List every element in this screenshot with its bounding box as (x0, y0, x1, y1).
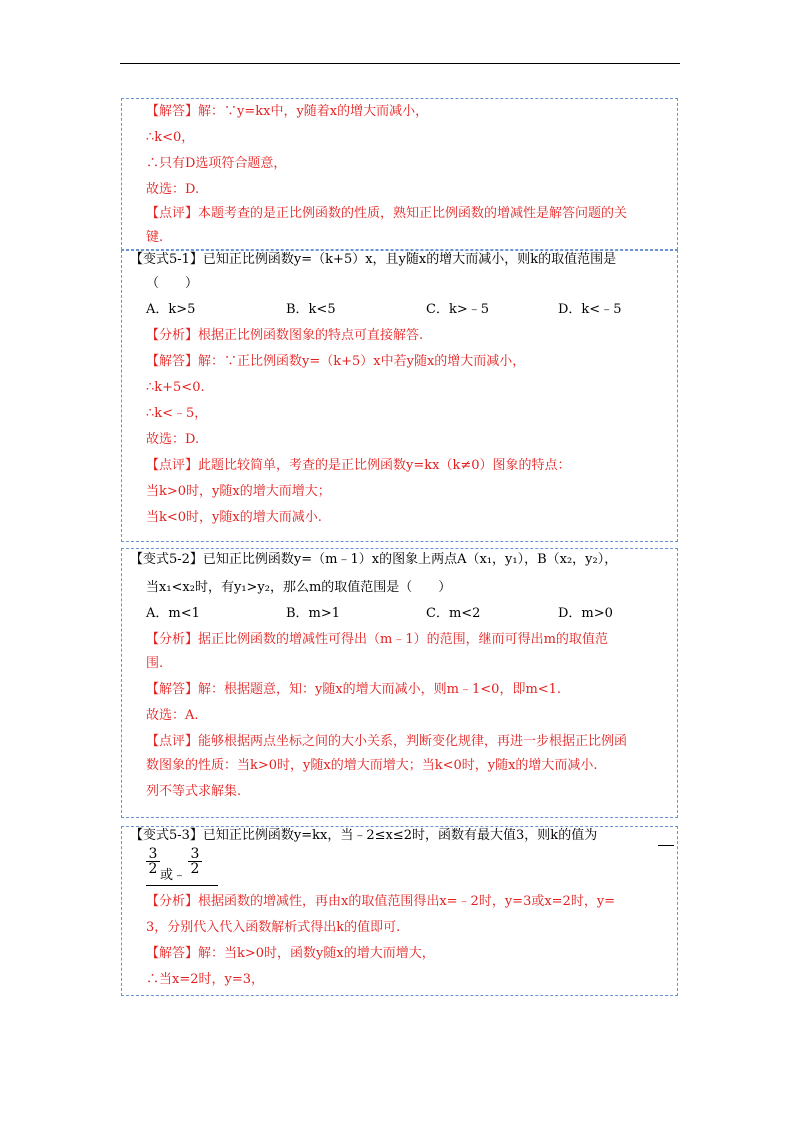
option-d: D．k<﹣5 (558, 302, 622, 317)
option-c: C．k>﹣5 (426, 302, 489, 317)
answer-line: 故选：D. (146, 182, 200, 197)
answer-line: 【解答】解：∵y=kx中，y随着x的增大而减小， (146, 104, 429, 119)
analysis-line: 【分析】据正比例函数的增减性可得出（m﹣1）的范围，继而可得出m的取值范 (146, 632, 608, 647)
question-text: 当x₁<x₂时，有y₁>y₂，那么m的取值范围是（ ） (146, 580, 452, 595)
or-text: 或﹣ (160, 868, 187, 883)
question-box-5-3 (121, 826, 678, 996)
answer-box-1 (121, 98, 678, 250)
answer-blank-underline (658, 845, 674, 846)
analysis-line: 【分析】根据函数的增减性，再由x的取值范围得出x=﹣2时，y=3或x=2时，y= (146, 894, 616, 909)
question-box-5-2 (121, 548, 678, 818)
option-b: B．m>1 (286, 606, 341, 621)
answer-line: 【解答】解：当k>0时，函数y随x的增大而增大， (146, 946, 435, 961)
analysis-line: 3，分别代入代入函数解析式得出k的值即可. (146, 920, 401, 935)
comment-line: 【点评】本题考查的是正比例函数的性质，熟知正比例函数的增减性是解答问题的关 (146, 206, 628, 221)
comment-line: 【点评】此题比较简单，考查的是正比例函数y=kx（k≠0）图象的特点： (146, 458, 571, 473)
comment-line: 数图象的性质：当k>0时，y随x的增大而增大；当k<0时，y随x的增大而减小. (146, 758, 598, 773)
question-text: 【变式5-1】已知正比例函数y=（k+5）x，且y随x的增大而减小，则k的取值范围是 (130, 252, 617, 267)
answer-line: 【解答】解：∵正比例函数y=（k+5）x中若y随x的增大而减小， (146, 354, 526, 369)
header-rule (120, 63, 680, 64)
option-d: D．m>0 (558, 606, 613, 621)
answer-underline (146, 885, 218, 886)
answer-line: ∴k+5<0. (146, 380, 205, 395)
comment-line: 键. (146, 230, 164, 245)
option-a: A．m<1 (146, 606, 200, 621)
answer-line: 故选：A. (146, 708, 199, 723)
fraction-denominator: 2 (146, 861, 160, 876)
option-c: C．m<2 (426, 606, 481, 621)
comment-line: 当k>0时，y随x的增大而增大； (146, 484, 331, 499)
option-b: B．k<5 (286, 302, 336, 317)
fraction-numerator: 3 (190, 846, 200, 862)
answer-line: ∴k<0， (146, 130, 195, 145)
answer-line: 【解答】解：根据题意，知：y随x的增大而减小，则m﹣1<0，即m<1. (146, 682, 562, 697)
question-box-5-1 (121, 250, 678, 542)
question-text: 【变式5-3】已知正比例函数y=kx，当﹣2≤x≤2时，函数有最大值3，则k的值为 (130, 828, 598, 843)
question-text: 【变式5-2】已知正比例函数y=（m﹣1）x的图象上两点A（x₁，y₁），B（x₂，y₂）， (130, 552, 618, 567)
option-a: A．k>5 (146, 302, 196, 317)
comment-line: 【点评】能够根据两点坐标之间的大小关系，判断变化规律，再进一步根据正比例函 (146, 734, 628, 749)
comment-line: 当k<0时，y随x的增大而减小. (146, 510, 322, 525)
fraction-denominator: 2 (188, 861, 202, 876)
question-text: （ ） (146, 276, 199, 291)
fraction-2 (188, 847, 202, 876)
fraction-numerator: 3 (148, 846, 158, 862)
analysis-line: 【分析】根据正比例函数图象的特点可直接解答. (146, 328, 424, 343)
comment-line: 列不等式求解集. (146, 784, 242, 799)
answer-line: ∴当x=2时，y=3， (146, 972, 265, 987)
answer-line: ∴k<﹣5， (146, 406, 208, 421)
answer-line: ∴只有D选项符合题意， (146, 156, 287, 171)
answer-line: 故选：D. (146, 432, 200, 447)
fraction-1 (146, 847, 160, 876)
analysis-line: 围. (146, 656, 164, 671)
